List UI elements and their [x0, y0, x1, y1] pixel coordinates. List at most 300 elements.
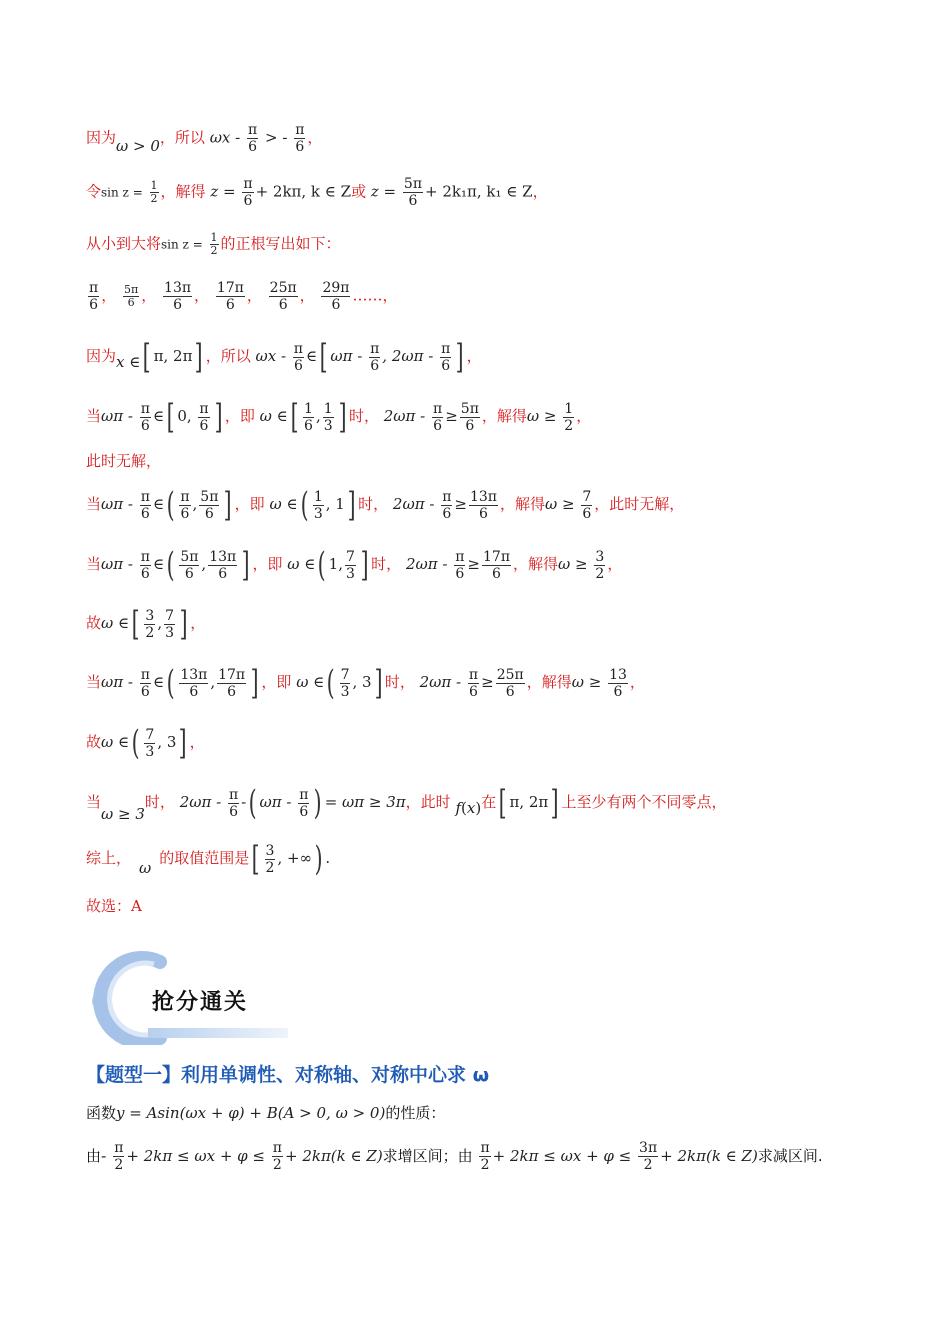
text-run: 6 — [408, 193, 418, 209]
text-run: ≥ — [445, 407, 458, 425]
line-14 — [86, 839, 331, 879]
text-run: 求减区间. — [757, 1147, 823, 1165]
text-run: 当 — [86, 495, 102, 513]
bracket: ] — [224, 485, 233, 525]
fraction — [208, 549, 237, 582]
text-run: ω ≥ 3 — [101, 805, 145, 823]
text-run: ω ∈ — [269, 495, 298, 513]
fraction — [140, 401, 151, 434]
text-run: 6 — [199, 417, 209, 434]
text-run: 时， — [358, 495, 389, 513]
line-5 — [86, 337, 482, 377]
text-run: 当 — [86, 793, 102, 811]
text-run: 13π — [164, 280, 192, 296]
bracket: [ — [143, 337, 151, 377]
text-run: ，此时无解， — [594, 495, 685, 513]
text-run: 7 — [345, 548, 355, 565]
bracket: ] — [347, 485, 356, 525]
line-13 — [86, 783, 727, 823]
text-run: ， — [141, 286, 157, 305]
bracket: ( — [166, 485, 175, 525]
fraction — [460, 401, 480, 434]
body-line-2 — [86, 1140, 823, 1173]
text-run: 由 — [86, 1147, 102, 1165]
text-run: ω — [139, 859, 152, 877]
text-run: x ∈ — [116, 353, 141, 371]
fraction — [150, 180, 159, 205]
text-run: 此时无解， — [86, 452, 162, 470]
text-run: 当 — [86, 673, 102, 691]
text-run: ， — [194, 286, 210, 305]
text-run: 6 — [89, 297, 99, 313]
text-run: 2ωπ - — [179, 793, 222, 811]
line-2 — [86, 176, 548, 209]
line-3 — [86, 232, 341, 257]
text-run: π — [199, 400, 209, 417]
fraction — [608, 667, 628, 700]
text-run: 13 — [609, 666, 627, 683]
text-run: 2 — [272, 1157, 282, 1173]
text-run: z = — [210, 182, 236, 201]
bracket: [ — [251, 839, 260, 879]
text-run: 6 — [229, 803, 239, 820]
text-run: π — [293, 340, 303, 357]
bracket: [ — [498, 783, 507, 823]
text-run: ， — [576, 407, 592, 425]
text-run: ω ∈ — [287, 555, 316, 573]
fraction — [88, 280, 99, 313]
text-run: ω ≥ — [571, 673, 602, 691]
text-run: ω ≥ — [558, 555, 588, 573]
text-run: 5π — [180, 548, 199, 565]
text-run: ) — [475, 799, 482, 817]
text-run: π — [299, 786, 309, 803]
text-run: 6 — [184, 565, 194, 582]
text-run: 3 — [265, 842, 275, 859]
text-run: ， — [189, 733, 205, 751]
fraction — [496, 667, 525, 700]
text-run: , — [315, 407, 321, 425]
text-run: 6 — [492, 565, 501, 582]
fraction — [123, 284, 139, 309]
text-run: ，即 — [261, 673, 292, 691]
text-run: π — [370, 340, 380, 357]
text-run: ， — [101, 286, 117, 305]
text-run: 2 — [643, 1157, 653, 1173]
text-run: 2 — [145, 624, 155, 641]
fraction — [198, 401, 209, 434]
bracket: ] — [241, 545, 250, 585]
text-run: 3 — [595, 548, 605, 565]
text-run: ， — [307, 128, 323, 147]
text-run: π — [480, 1140, 490, 1156]
text-run: ，解得 — [513, 555, 559, 573]
text-run: 1 — [304, 400, 313, 417]
text-run: 1 — [323, 400, 333, 417]
text-run: 7 — [145, 726, 155, 743]
fraction — [216, 280, 245, 313]
text-run: ≥ — [481, 673, 494, 691]
text-run: 2ωπ - — [383, 407, 426, 425]
text-run: 25π — [269, 280, 297, 296]
text-run: + 2kπ(k ∈ Z) — [660, 1147, 758, 1165]
fraction — [144, 727, 155, 760]
text-run: 6 — [613, 683, 623, 700]
text-run: 1 — [564, 400, 574, 417]
fraction — [482, 549, 511, 582]
bracket: ] — [455, 337, 464, 377]
text-run: 求增区间；由 — [382, 1147, 473, 1165]
text-run: ∈ — [152, 555, 165, 573]
text-run: 2ωπ - — [405, 555, 448, 573]
text-run: ， — [299, 286, 315, 305]
fraction — [441, 489, 452, 522]
text-run: 1 — [150, 179, 158, 192]
bracket: ] — [179, 604, 188, 644]
fraction — [210, 232, 219, 257]
text-run: 6 — [140, 565, 150, 582]
text-run: ω ≥ — [526, 407, 557, 425]
text-run: 6 — [442, 505, 452, 522]
text-run: , 2ωπ - — [382, 347, 434, 365]
text-run: ωπ - — [101, 495, 133, 513]
text-run: 2 — [564, 417, 574, 434]
text-run: ω > 0 — [116, 136, 160, 155]
line-9 — [86, 545, 623, 585]
text-run: ω ∈ — [101, 733, 130, 751]
text-run: 6 — [248, 139, 258, 155]
text-run: - — [241, 793, 247, 811]
text-run: π, 2π — [509, 793, 549, 811]
text-run: x — [466, 799, 476, 817]
line-1 — [86, 122, 322, 155]
text-run: ……， — [352, 286, 398, 305]
bracket: ] — [214, 397, 223, 437]
bracket: [ — [166, 397, 175, 437]
text-run: 6 — [204, 505, 214, 522]
text-run: 6 — [180, 505, 190, 522]
text-run: 3 — [345, 565, 355, 582]
text-run: 时， — [371, 555, 402, 573]
fraction — [432, 401, 443, 434]
line-10 — [86, 604, 206, 644]
fraction — [294, 122, 305, 155]
text-run: 13π — [469, 488, 497, 505]
bracket: ] — [360, 545, 369, 585]
bracket: ] — [195, 337, 204, 377]
text-run: 7 — [582, 488, 592, 505]
bracket: ] — [550, 783, 559, 823]
text-run: ωπ - — [101, 673, 133, 691]
fraction — [265, 843, 276, 876]
text-run: ≥ — [454, 495, 467, 513]
text-run: π — [114, 1140, 124, 1156]
text-run: 6 — [304, 417, 313, 434]
fraction — [217, 667, 246, 700]
bracket: ) — [314, 839, 323, 879]
text-run: π — [140, 400, 150, 417]
text-run: ωπ - — [330, 347, 363, 365]
text-run: 在 — [481, 793, 497, 811]
fraction — [469, 489, 498, 522]
text-run: 2 — [595, 565, 605, 582]
text-run: ∈ — [152, 673, 165, 691]
text-run: 综上， — [86, 849, 132, 867]
bracket: ( — [300, 485, 309, 525]
text-run: 时， — [348, 407, 379, 425]
text-run: π — [140, 488, 150, 505]
text-run: 6 — [140, 417, 150, 434]
bracket: [ — [131, 604, 140, 644]
text-run: 2 — [150, 192, 158, 205]
text-run: 因为 — [86, 347, 117, 365]
fraction — [440, 341, 451, 374]
fraction — [144, 608, 155, 641]
text-run: ∈ — [152, 407, 165, 425]
text-run: 2 — [265, 859, 275, 876]
text-run: 6 — [140, 683, 150, 700]
text-run: , — [192, 495, 198, 513]
text-run: sin z = — [101, 185, 143, 200]
text-run: ωπ - — [101, 407, 133, 425]
text-run: + 2kπ ≤ ωx + φ ≤ — [126, 1147, 265, 1165]
text-run: 故 — [86, 614, 102, 632]
fraction — [369, 341, 380, 374]
text-run: 17π — [218, 666, 246, 683]
text-run: 2 — [114, 1157, 124, 1173]
text-run: 6 — [189, 683, 199, 700]
fraction — [163, 280, 192, 313]
text-run: π — [442, 488, 452, 505]
fraction — [272, 1140, 283, 1173]
text-run: ∈ — [306, 347, 318, 365]
text-run: , 3 — [352, 673, 372, 691]
fraction — [638, 1140, 658, 1173]
text-run: 令 — [86, 182, 102, 201]
bracket: ( — [248, 783, 257, 823]
text-run: + 2kπ ≤ ωx + φ ≤ — [492, 1147, 632, 1165]
text-run: , 1 — [325, 495, 345, 513]
text-run: , 3 — [157, 733, 177, 751]
text-run: 2ωπ - — [392, 495, 435, 513]
text-run: 的取值范围是 — [159, 849, 250, 867]
text-run: 0, — [177, 407, 192, 425]
text-run: ωπ - — [259, 793, 292, 811]
fraction — [594, 549, 605, 582]
text-run: ， — [246, 286, 262, 305]
text-run: 故 — [86, 733, 102, 751]
text-run: ≥ — [467, 555, 480, 573]
fraction — [179, 549, 199, 582]
text-run: y = Asin(ωx + φ) + B(A > 0, ω > 0) — [116, 1104, 386, 1122]
text-run: 6 — [295, 139, 305, 155]
fraction — [563, 401, 574, 434]
text-run: ，解得 — [499, 495, 545, 513]
text-run: π — [441, 340, 451, 357]
text-run: . — [325, 849, 331, 867]
fraction — [293, 341, 304, 374]
text-run: 6 — [293, 357, 303, 374]
bracket: ) — [314, 783, 323, 823]
fraction — [321, 280, 350, 313]
text-run: 1 — [313, 488, 323, 505]
line-7 — [86, 451, 161, 471]
text-run: 2 — [480, 1157, 490, 1173]
fraction — [228, 787, 239, 820]
text-run: + 2k₁π, k₁ ∈ Z — [425, 182, 533, 201]
text-run: 6 — [479, 505, 488, 522]
text-run: 因为 — [86, 128, 117, 147]
text-run: ， — [532, 182, 548, 201]
text-run: 5π — [200, 488, 219, 505]
fraction — [581, 489, 592, 522]
text-run: 6 — [243, 193, 253, 209]
text-run: ωπ - — [101, 555, 133, 573]
text-run: π — [243, 176, 253, 192]
text-run: ，解得 — [526, 673, 572, 691]
text-run: 3 — [165, 624, 175, 641]
fraction — [113, 1140, 124, 1173]
text-run: 1, — [328, 555, 343, 573]
text-run: π — [468, 666, 479, 683]
text-run: π, 2π — [153, 347, 193, 365]
text-run: ， — [466, 347, 482, 365]
text-run: π — [89, 280, 99, 296]
fraction — [303, 401, 314, 434]
text-run: 5π — [124, 283, 139, 296]
text-run: 3π — [639, 1140, 658, 1156]
text-run: , +∞ — [277, 849, 313, 867]
bracket: ( — [131, 723, 140, 763]
text-run: 6 — [441, 357, 451, 374]
text-run: , — [157, 614, 163, 632]
text-run: 5π — [460, 400, 479, 417]
fraction — [140, 489, 151, 522]
text-run: + 2kπ, k ∈ Z — [255, 182, 352, 201]
text-run: 6 — [227, 683, 237, 700]
text-run: 17π — [483, 548, 511, 565]
line-12 — [86, 723, 205, 763]
text-run: 6 — [505, 683, 515, 700]
text-run: 2 — [210, 244, 218, 257]
text-run: π — [140, 666, 150, 683]
text-run: ，所以 — [205, 347, 251, 365]
text-run: 7 — [165, 607, 175, 624]
text-run: 7 — [340, 666, 350, 683]
text-run: 6 — [370, 357, 380, 374]
fraction — [242, 176, 253, 209]
fraction — [313, 489, 324, 522]
fraction — [403, 176, 423, 209]
text-run: z = — [370, 182, 397, 201]
bracket: ] — [338, 397, 347, 437]
section-banner — [88, 950, 298, 1045]
text-run: 6 — [465, 417, 475, 434]
fraction — [479, 1140, 490, 1173]
fraction — [247, 122, 258, 155]
text-run: 上至少有两个不同零点， — [561, 793, 727, 811]
bracket: ( — [166, 663, 175, 703]
bracket: ] — [179, 723, 188, 763]
text-run: 函数 — [86, 1104, 117, 1122]
fraction — [468, 667, 479, 700]
text-run: 故选：A — [86, 897, 142, 915]
text-run: ，即 — [252, 555, 283, 573]
text-run: 6 — [127, 296, 135, 309]
text-run: 6 — [140, 505, 150, 522]
bracket: [ — [290, 397, 299, 437]
text-run: 6 — [469, 683, 478, 700]
fraction — [345, 549, 356, 582]
text-run: 6 — [433, 417, 443, 434]
text-run: π — [228, 786, 239, 803]
fraction — [164, 608, 175, 641]
text-run: sin z = — [161, 237, 203, 252]
fraction — [298, 787, 309, 820]
text-run: 3 — [313, 505, 323, 522]
text-run: ，所以 — [159, 128, 205, 147]
text-run: 17π — [216, 280, 244, 296]
text-run: 6 — [173, 297, 182, 313]
text-run: ，此时 — [405, 793, 451, 811]
text-run: 6 — [582, 505, 592, 522]
text-run: ，即 — [224, 407, 255, 425]
text-run: 5π — [403, 176, 423, 192]
text-run: 时， — [144, 793, 175, 811]
section-heading: 【题型一】利用单调性、对称轴、对称中心求 ω — [86, 1064, 490, 1086]
line-6 — [86, 397, 592, 437]
text-run: ，解得 — [481, 407, 527, 425]
text-run: 3 — [323, 417, 333, 434]
text-run: 6 — [278, 297, 288, 313]
text-run: 3 — [145, 743, 155, 760]
text-run: ωx - — [255, 347, 287, 365]
banner-graphic — [88, 950, 298, 1045]
line-8 — [86, 485, 685, 525]
text-run: , — [201, 555, 207, 573]
text-run: π — [433, 400, 443, 417]
fraction — [179, 489, 190, 522]
bracket: ( — [326, 663, 335, 703]
fraction — [140, 667, 151, 700]
bracket: ] — [250, 663, 259, 703]
text-run: 的性质： — [385, 1104, 446, 1122]
text-run: 6 — [455, 565, 465, 582]
text-run: 或 — [351, 182, 367, 201]
text-run: 当 — [86, 407, 102, 425]
text-run: 从小到大将 — [86, 234, 162, 253]
banner-title: 抢分通关 — [152, 990, 249, 1015]
text-run: 13π — [209, 548, 237, 565]
text-run: 1 — [210, 231, 218, 244]
text-run: , — [210, 673, 216, 691]
fraction — [323, 401, 334, 434]
text-run: 6 — [331, 297, 341, 313]
text-run: ω ∈ — [101, 614, 130, 632]
text-run: ，即 — [234, 495, 265, 513]
text-run: 时， — [384, 673, 415, 691]
text-run: 3 — [340, 683, 350, 700]
bracket: ( — [318, 545, 327, 585]
text-run: 的正根写出如下： — [220, 234, 341, 253]
text-run: π — [455, 548, 465, 565]
text-run: π — [295, 122, 305, 138]
text-run: ω ∈ — [259, 407, 288, 425]
fraction — [179, 667, 208, 700]
text-run: + 2kπ(k ∈ Z) — [284, 1147, 383, 1165]
line-4 — [86, 280, 398, 313]
fraction — [269, 280, 298, 313]
